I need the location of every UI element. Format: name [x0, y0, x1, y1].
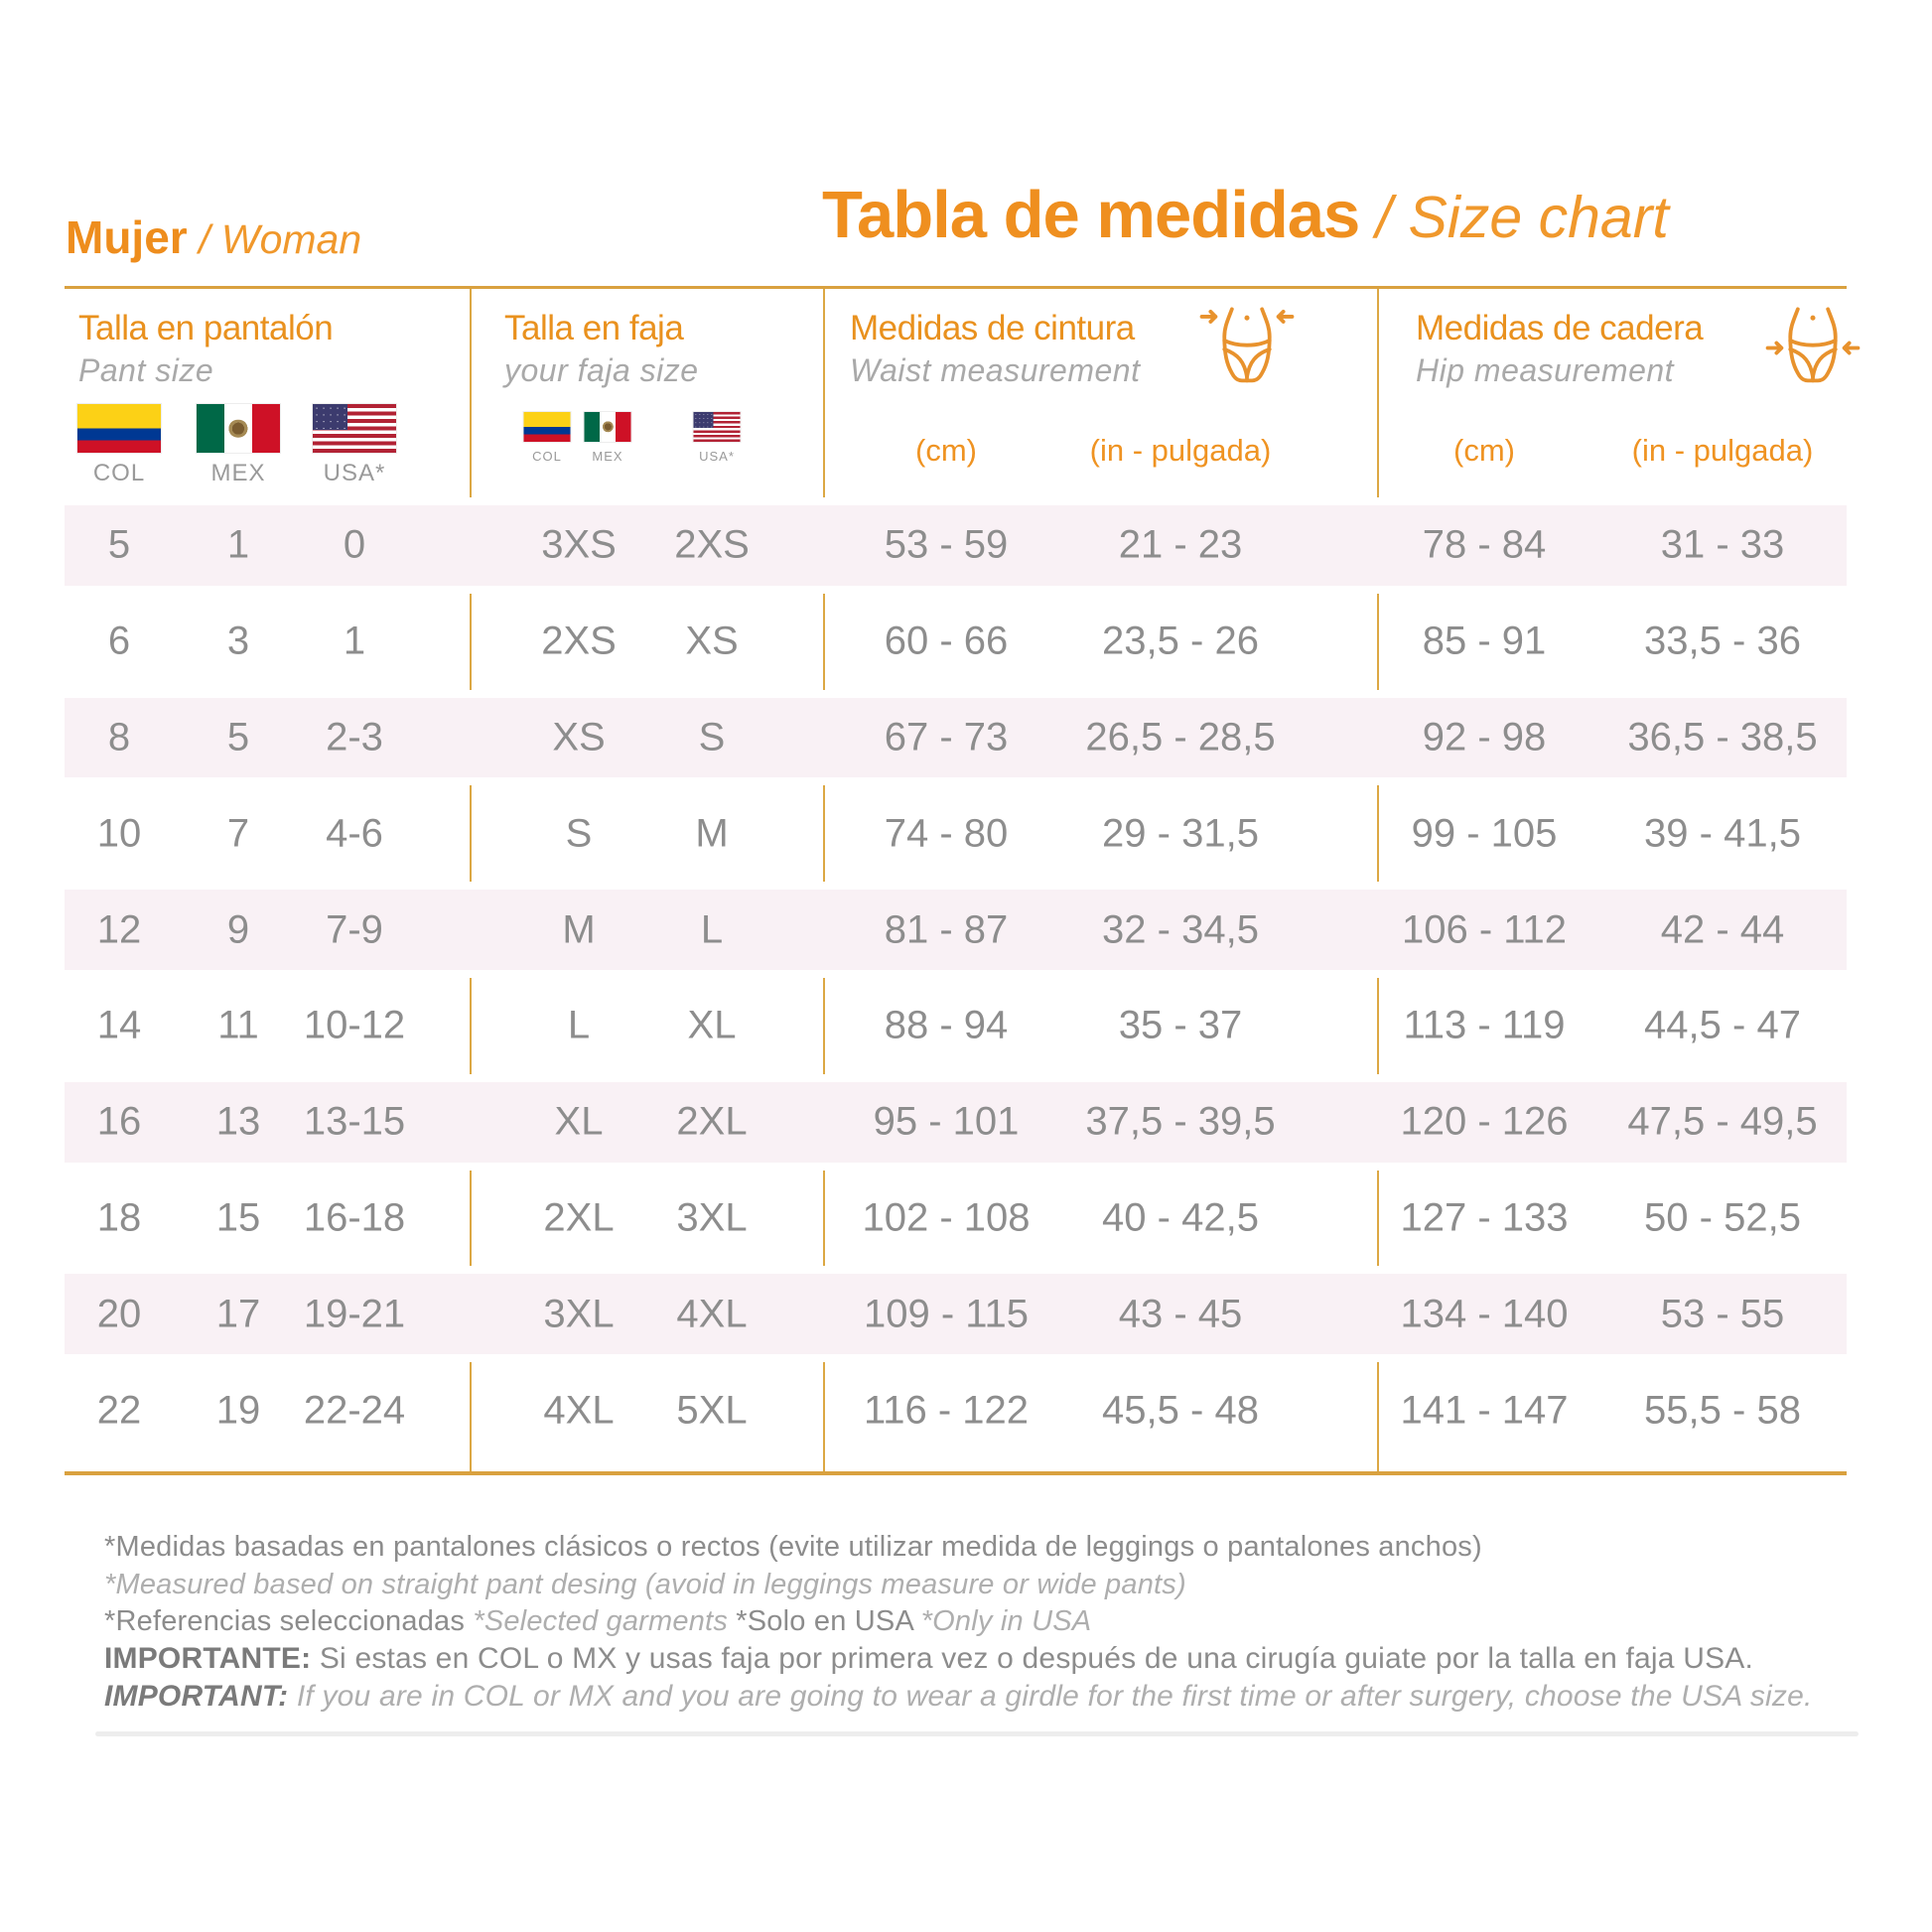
important-en-label: IMPORTANT:	[104, 1680, 289, 1713]
footnote-measure-es: *Medidas basadas en pantalones clásicos o rectos (evite utilizar medida de leggings o pantalones anchos)	[104, 1531, 1482, 1563]
pant-size-title-en: Pant size	[78, 352, 214, 388]
table-row	[65, 978, 1847, 1074]
cell-waist-cm-: 109 - 115	[863, 1292, 1030, 1336]
footnote-measure-en: *Measured based on straight pant desing (avoid in leggings measure or wide pants)	[104, 1569, 1186, 1600]
pant-size-title-es: Talla en pantalón	[78, 309, 334, 347]
cell-waist-in-pulgada-: 43 - 45	[1118, 1292, 1243, 1336]
bottom-separator-bar	[95, 1731, 1859, 1736]
cell-faja-usa-: 3XL	[676, 1195, 748, 1240]
hip-title-en: Hip measurement	[1416, 352, 1675, 388]
cell-pant-col: 18	[96, 1195, 142, 1240]
hip-units	[65, 433, 1847, 473]
cell-faja-usa-: M	[695, 811, 729, 856]
cell-pant-usa-: 0	[343, 522, 366, 567]
cell-hip-cm-: 99 - 105	[1411, 811, 1558, 856]
heading-sep: /	[187, 216, 221, 262]
cell-hip-in-pulgada-: 44,5 - 47	[1644, 1003, 1801, 1047]
cell-hip-cm-: 134 - 140	[1400, 1292, 1569, 1336]
cell-pant-usa-: 4-6	[326, 811, 383, 856]
cell-faja-col-mex: 4XL	[543, 1388, 615, 1433]
footnote-segment-es: *Referencias seleccionadas	[104, 1605, 474, 1637]
table-row	[65, 785, 1847, 882]
cell-hip-in-pulgada-: 36,5 - 38,5	[1627, 715, 1818, 759]
cell-pant-mex: 5	[226, 715, 250, 759]
cell-pant-mex: 9	[226, 907, 250, 952]
cell-waist-in-pulgada-: 21 - 23	[1118, 522, 1243, 567]
cell-waist-cm-: 74 - 80	[884, 811, 1009, 856]
cell-waist-in-pulgada-: 23,5 - 26	[1102, 619, 1259, 663]
title-sep: /	[1359, 185, 1409, 250]
title-en: Size chart	[1408, 185, 1669, 250]
cell-pant-col: 14	[96, 1003, 142, 1047]
flag-label: COL	[92, 460, 146, 486]
cell-faja-usa-: 4XL	[676, 1292, 748, 1336]
cell-hip-in-pulgada-: 55,5 - 58	[1644, 1388, 1801, 1433]
cell-waist-cm-: 81 - 87	[884, 907, 1009, 952]
flag-label: MEX	[592, 449, 623, 464]
unit-label: (in - pulgada)	[1089, 433, 1272, 468]
cell-pant-usa-: 1	[343, 619, 366, 663]
cell-pant-usa-: 7-9	[326, 907, 383, 952]
cell-pant-col: 6	[107, 619, 131, 663]
cell-pant-mex: 13	[215, 1099, 261, 1144]
cell-pant-col: 5	[107, 522, 131, 567]
cell-pant-usa-: 10-12	[303, 1003, 406, 1047]
cell-pant-usa-: 22-24	[303, 1388, 406, 1433]
table-row	[65, 1171, 1847, 1267]
cell-faja-col-mex: S	[565, 811, 593, 856]
cell-hip-cm-: 141 - 147	[1400, 1388, 1569, 1433]
cell-waist-in-pulgada-: 45,5 - 48	[1102, 1388, 1259, 1433]
page-heading	[66, 210, 361, 264]
footnote-important-es	[104, 1642, 1753, 1676]
cell-waist-in-pulgada-: 26,5 - 28,5	[1085, 715, 1276, 759]
cell-hip-cm-: 85 - 91	[1422, 619, 1547, 663]
cell-pant-mex: 7	[226, 811, 250, 856]
cell-hip-cm-: 106 - 112	[1401, 907, 1568, 952]
table-row	[65, 594, 1847, 690]
footnote-selected	[104, 1605, 1091, 1638]
flag-label: USA*	[699, 449, 735, 464]
cell-waist-in-pulgada-: 37,5 - 39,5	[1085, 1099, 1276, 1144]
size-table	[65, 286, 1847, 1475]
cell-pant-mex: 3	[226, 619, 250, 663]
cell-pant-usa-: 19-21	[303, 1292, 406, 1336]
cell-pant-mex: 15	[215, 1195, 261, 1240]
cell-pant-col: 16	[96, 1099, 142, 1144]
cell-waist-in-pulgada-: 29 - 31,5	[1102, 811, 1259, 856]
table-row	[65, 1362, 1847, 1458]
unit-label: (in - pulgada)	[1631, 433, 1814, 468]
cell-hip-in-pulgada-: 31 - 33	[1660, 522, 1785, 567]
footnote-segment-es: *Solo en USA	[736, 1605, 921, 1637]
faja-size-title-en: your faja size	[504, 352, 699, 388]
footnote-segment-en: *Only in USA	[920, 1605, 1092, 1637]
cell-waist-in-pulgada-: 40 - 42,5	[1102, 1195, 1259, 1240]
cell-faja-col-mex: 3XL	[543, 1292, 615, 1336]
heading-es: Mujer	[66, 211, 188, 263]
cell-hip-cm-: 113 - 119	[1403, 1003, 1566, 1047]
cell-pant-mex: 11	[217, 1003, 259, 1047]
cell-hip-in-pulgada-: 50 - 52,5	[1644, 1195, 1801, 1240]
waist-title-en: Waist measurement	[850, 352, 1141, 388]
cell-faja-col-mex: 2XS	[541, 619, 617, 663]
cell-waist-cm-: 88 - 94	[884, 1003, 1009, 1047]
cell-faja-usa-: 2XL	[676, 1099, 748, 1144]
important-es-label: IMPORTANTE:	[104, 1642, 312, 1675]
faja-size-title-es: Talla en faja	[504, 309, 684, 347]
cell-hip-cm-: 120 - 126	[1400, 1099, 1569, 1144]
cell-hip-in-pulgada-: 53 - 55	[1660, 1292, 1785, 1336]
table-row	[65, 690, 1847, 786]
table-row	[65, 497, 1847, 594]
table-row	[65, 1266, 1847, 1362]
cell-pant-col: 20	[96, 1292, 142, 1336]
cell-hip-cm-: 78 - 84	[1422, 522, 1547, 567]
cell-hip-in-pulgada-: 39 - 41,5	[1644, 811, 1801, 856]
flag-label: MEX	[210, 460, 266, 486]
heading-en: Woman	[220, 216, 362, 262]
cell-waist-cm-: 116 - 122	[863, 1388, 1030, 1433]
cell-hip-cm-: 127 - 133	[1400, 1195, 1569, 1240]
table-rows	[65, 497, 1847, 1458]
cell-faja-usa-: S	[698, 715, 726, 759]
important-en-text: If you are in COL or MX and you are going to wear a girdle for the first time or after surgery, choose the USA size.	[288, 1680, 1813, 1713]
cell-hip-in-pulgada-: 33,5 - 36	[1644, 619, 1801, 663]
cell-faja-col-mex: L	[567, 1003, 591, 1047]
cell-waist-cm-: 95 - 101	[873, 1099, 1020, 1144]
cell-waist-cm-: 60 - 66	[884, 619, 1009, 663]
cell-pant-usa-: 2-3	[326, 715, 383, 759]
table-row	[65, 1074, 1847, 1171]
title-es: Tabla de medidas	[822, 178, 1360, 252]
cell-pant-mex: 19	[215, 1388, 261, 1433]
cell-faja-usa-: 2XS	[674, 522, 750, 567]
cell-pant-usa-: 13-15	[303, 1099, 406, 1144]
cell-pant-col: 22	[96, 1388, 142, 1433]
page-title	[822, 177, 1669, 253]
cell-pant-col: 10	[96, 811, 142, 856]
unit-label: (cm)	[915, 433, 977, 468]
cell-pant-col: 8	[107, 715, 131, 759]
hip-title-es: Medidas de cadera	[1416, 309, 1704, 347]
footnote-important-en	[104, 1680, 1813, 1714]
footnote-segment-en: *Selected garments	[473, 1605, 737, 1637]
cell-faja-usa-: XS	[685, 619, 739, 663]
table-row	[65, 882, 1847, 978]
cell-waist-in-pulgada-: 35 - 37	[1118, 1003, 1243, 1047]
important-es-text: Si estas en COL o MX y usas faja por primera vez o después de una cirugía guiate por la talla en faja USA.	[311, 1642, 1754, 1675]
cell-pant-usa-: 16-18	[303, 1195, 406, 1240]
cell-pant-mex: 17	[215, 1292, 261, 1336]
cell-faja-usa-: L	[700, 907, 724, 952]
cell-faja-col-mex: XS	[552, 715, 606, 759]
cell-hip-in-pulgada-: 47,5 - 49,5	[1627, 1099, 1818, 1144]
cell-faja-usa-: XL	[687, 1003, 737, 1047]
cell-waist-cm-: 102 - 108	[862, 1195, 1031, 1240]
cell-waist-cm-: 67 - 73	[884, 715, 1009, 759]
cell-faja-col-mex: 2XL	[543, 1195, 615, 1240]
cell-waist-cm-: 53 - 59	[884, 522, 1009, 567]
unit-label: (cm)	[1453, 433, 1515, 468]
flag-label: COL	[532, 449, 562, 464]
cell-faja-usa-: 5XL	[676, 1388, 748, 1433]
cell-pant-col: 12	[96, 907, 142, 952]
cell-pant-mex: 1	[226, 522, 250, 567]
cell-faja-col-mex: 3XS	[541, 522, 617, 567]
cell-faja-col-mex: XL	[554, 1099, 604, 1144]
cell-hip-in-pulgada-: 42 - 44	[1660, 907, 1785, 952]
flag-label: USA*	[323, 460, 386, 486]
cell-waist-in-pulgada-: 32 - 34,5	[1102, 907, 1259, 952]
cell-faja-col-mex: M	[562, 907, 596, 952]
waist-title-es: Medidas de cintura	[850, 309, 1135, 347]
cell-hip-cm-: 92 - 98	[1422, 715, 1547, 759]
